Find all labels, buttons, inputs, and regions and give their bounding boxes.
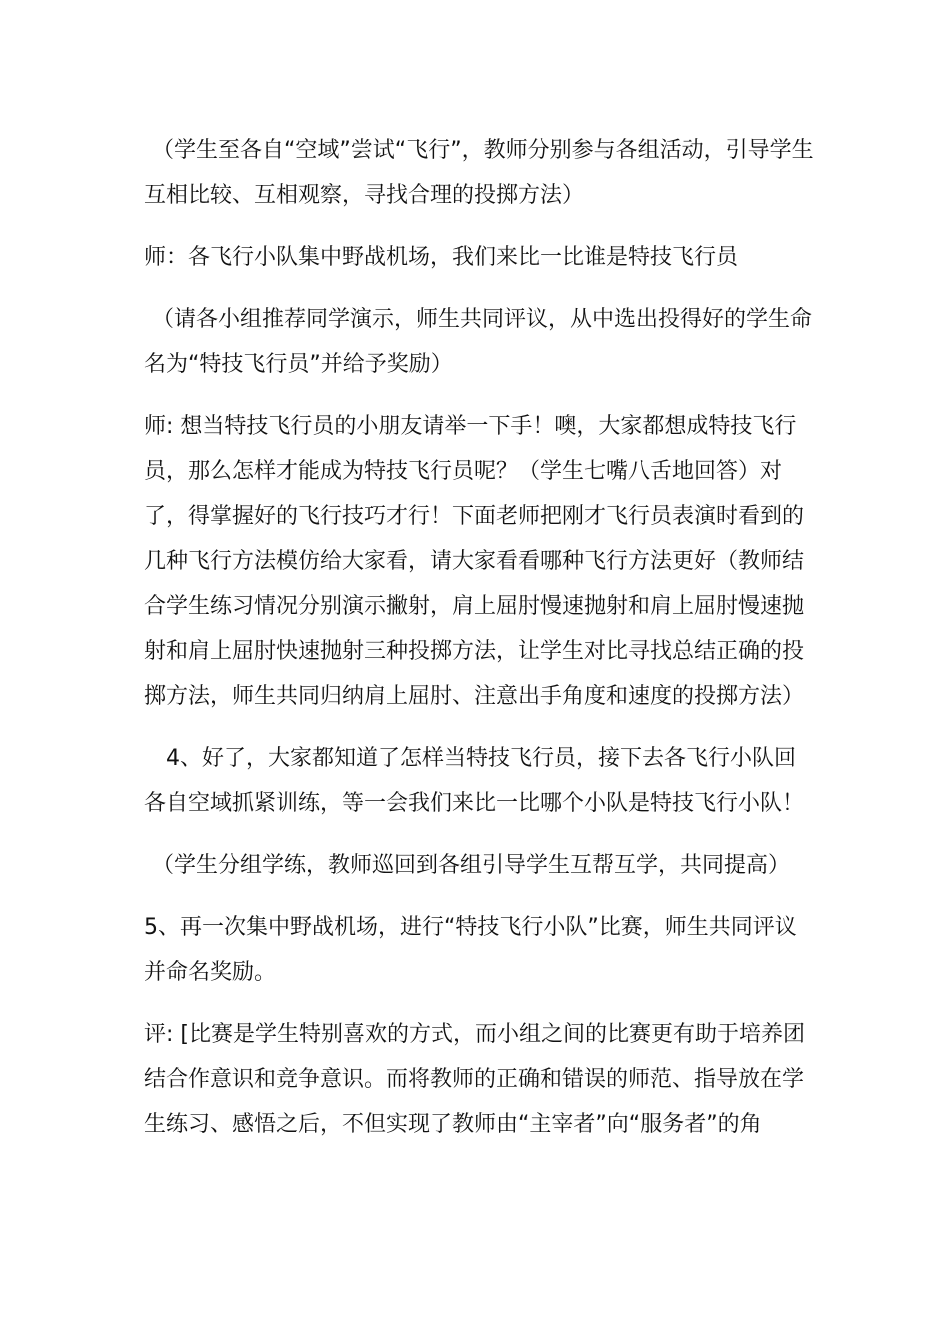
paragraph-student-flight-attempt: （学生至各自“空域”尝试“飞行”，教师分别参与各组活动，引导学生互相比较、互相观察，寻找合理的投掷方法） (144, 138, 814, 208)
document-body (144, 128, 816, 1164)
paragraph-group-demo: （请各小组推荐同学演示，师生共同评议，从中选出投得好的学生命名为“特技飞行员”并给予奖励） (144, 307, 813, 377)
paragraph-step-4: 4、好了，大家都知道了怎样当特技飞行员，接下去各飞行小队回各自空域抓紧训练，等一会我们来比一比哪个小队是特技飞行小队！ (144, 746, 805, 816)
paragraph-group-practice: （学生分组学练，教师巡回到各组引导学生互帮互学，共同提高） (152, 853, 791, 878)
paragraph-step-5: 5、再一次集中野战机场，进行“特技飞行小队”比赛，师生共同评议并命名奖励。 (144, 915, 797, 985)
paragraph-teacher-gather: 师：各飞行小队集中野战机场，我们来比一比谁是特技飞行员 (144, 245, 739, 270)
paragraph-comment: 评: [比赛是学生特别喜欢的方式，而小组之间的比赛更有助于培养团结合作意识和竞争意识。而将教师的正确和错误的师范、指导放在学生练习、感悟之后，不但实现了教师由“主宰者”向“服务者”的角 (144, 1022, 805, 1137)
paragraph-teacher-skills: 师: 想当特技飞行员的小朋友请举一下手！噢，大家都想成特技飞行员，那么怎样才能成为特技飞行员呢？（学生七嘴八舌地回答）对了，得掌握好的飞行技巧才行！下面老师把刚才飞行员表演时看到的几种飞行方法模仿给大家看，请大家看看哪种飞行方法更好（教师结合学生练习情况分别演示撇射，肩上屈肘慢速抛射和肩上屈肘慢速抛射和肩上屈肘快速抛射三种投掷方法，让学生对比寻找总结正确的投掷方法，师生共同归纳肩上屈肘、注意出手角度和速度的投掷方法） (144, 414, 805, 709)
